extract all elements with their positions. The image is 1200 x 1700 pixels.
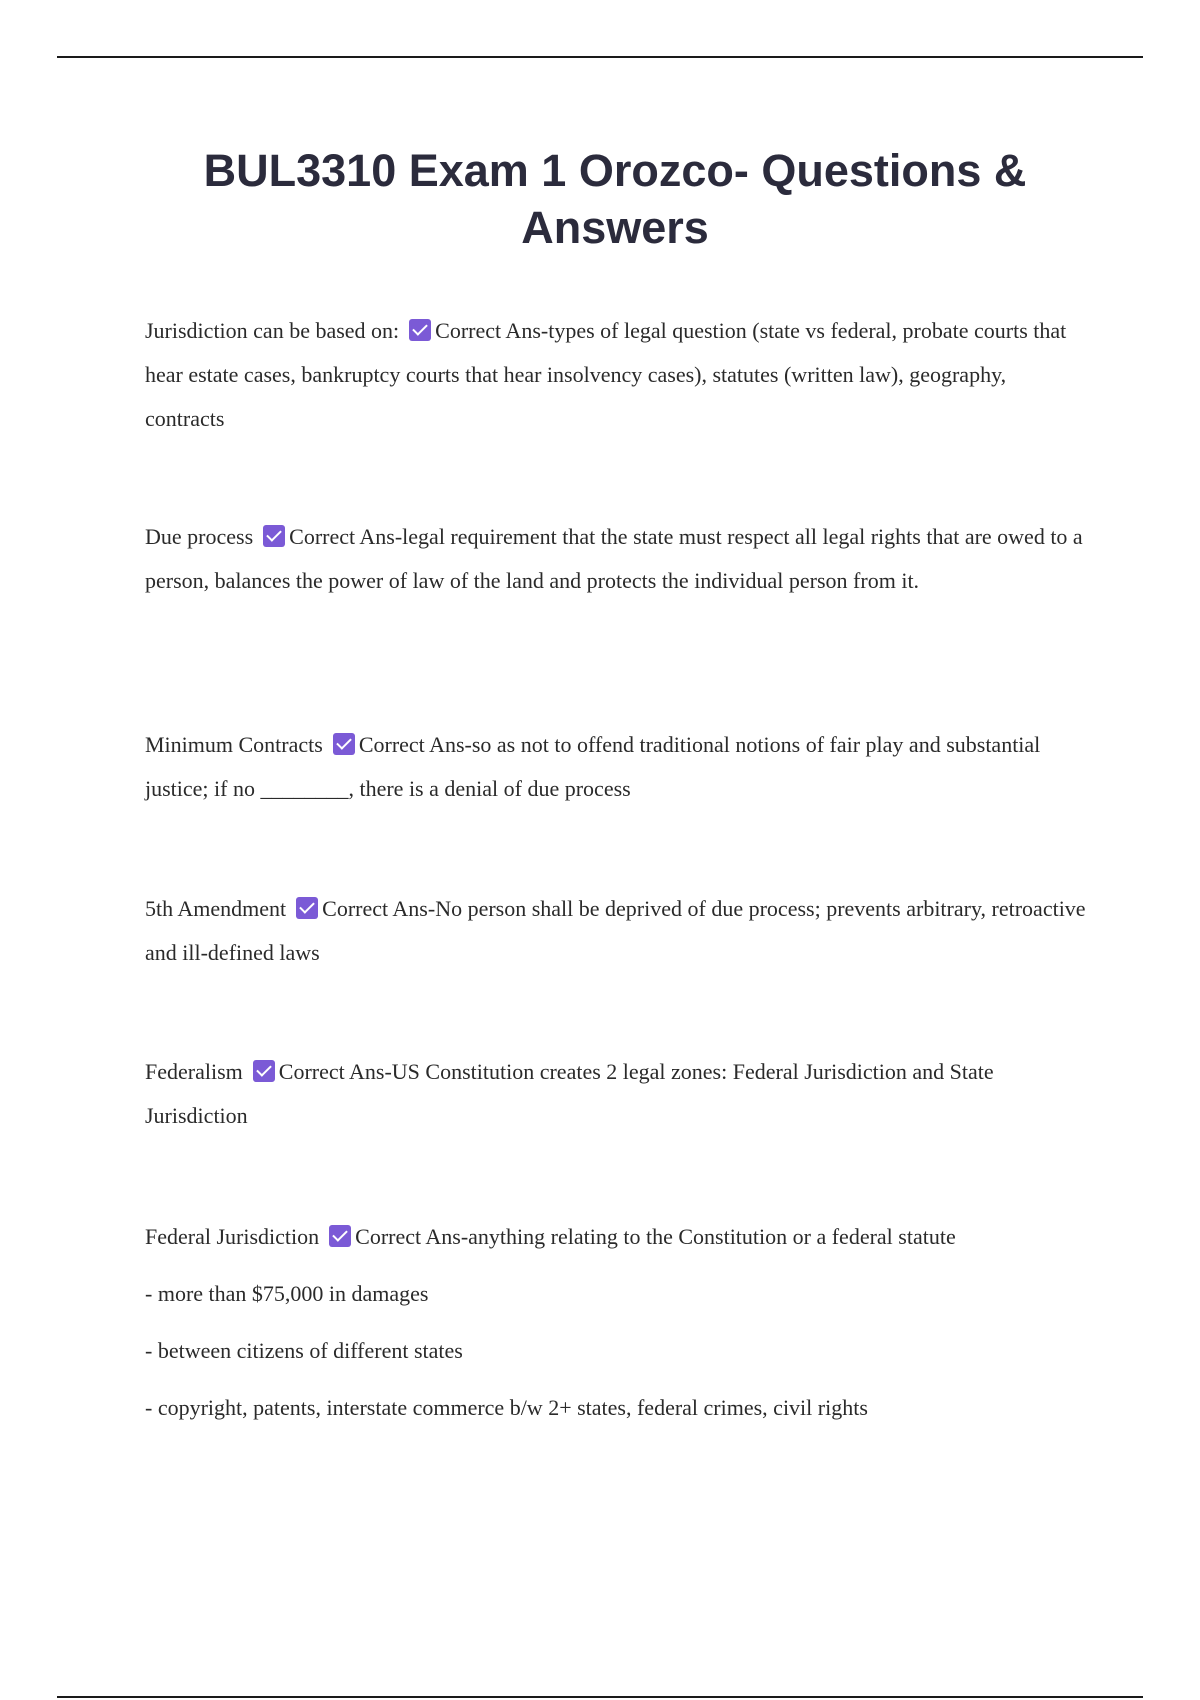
- checkmark-icon: [296, 897, 318, 919]
- qa-entry-minimum-contracts: [145, 723, 1090, 811]
- qa-text: [145, 1050, 1090, 1138]
- qa-entry-due-process: [145, 515, 1090, 603]
- page-title: BUL3310 Exam 1 Orozco- Questions & Answers: [203, 145, 1027, 253]
- checkmark-icon: [329, 1225, 351, 1247]
- checkmark-icon: [409, 319, 431, 341]
- checkmark-icon: [253, 1060, 275, 1082]
- header-rule: [57, 56, 1143, 58]
- detail-line-citizens: - between citizens of different states: [145, 1338, 463, 1363]
- qa-entry-federalism: [145, 1050, 1090, 1138]
- footer-rule: [57, 1696, 1143, 1698]
- qa-text: [145, 723, 1090, 811]
- qa-term: Jurisdiction can be based on:: [145, 318, 400, 343]
- qa-entry-federal-jurisdiction: [145, 1215, 1090, 1430]
- qa-answer: No person shall be deprived of due process; prevents arbitrary, retroactive and ill-defined laws: [145, 896, 1086, 965]
- qa-term: Minimum Contracts: [145, 732, 323, 757]
- detail-line-federal-matters: - copyright, patents, interstate commerce b/w 2+ states, federal crimes, civil rights: [145, 1395, 868, 1420]
- qa-entry-jurisdiction: [145, 309, 1090, 441]
- qa-answer: anything relating to the Constitution or a federal statute: [468, 1224, 956, 1249]
- answer-prefix: Correct Ans-: [278, 1059, 392, 1084]
- qa-text: [145, 515, 1090, 603]
- answer-prefix: Correct Ans-: [289, 524, 403, 549]
- qa-answer: so as not to offend traditional notions of fair play and substantial justice; if no ________, there is a denial of due process: [145, 732, 1041, 801]
- checkmark-icon: [263, 525, 285, 547]
- qa-answer: legal requirement that the state must respect all legal rights that are owed to a person, balances the power of law of the land and protects the individual person from it.: [145, 524, 1083, 593]
- answer-prefix: Correct Ans-: [355, 1224, 469, 1249]
- qa-text: [145, 887, 1090, 975]
- qa-answer: US Constitution creates 2 legal zones: Federal Jurisdiction and State Jurisdiction: [145, 1059, 994, 1128]
- qa-text: [145, 1215, 1090, 1259]
- detail-line-damages: - more than $75,000 in damages: [145, 1281, 429, 1306]
- checkmark-icon: [333, 733, 355, 755]
- answer-prefix: Correct Ans-: [435, 318, 549, 343]
- qa-entry-5th-amendment: [145, 887, 1090, 975]
- qa-term: Federal Jurisdiction: [145, 1224, 320, 1249]
- qa-text: [145, 309, 1090, 441]
- qa-term: 5th Amendment: [145, 896, 287, 921]
- qa-answer: types of legal question (state vs federal, probate courts that hear estate cases, bankruptcy courts that hear insolvency cases), statutes (written law), geography, contracts: [145, 318, 1067, 431]
- answer-prefix: Correct Ans-: [322, 896, 436, 921]
- qa-term: Due process: [145, 524, 254, 549]
- answer-prefix: Correct Ans-: [358, 732, 472, 757]
- qa-term: Federalism: [145, 1059, 243, 1084]
